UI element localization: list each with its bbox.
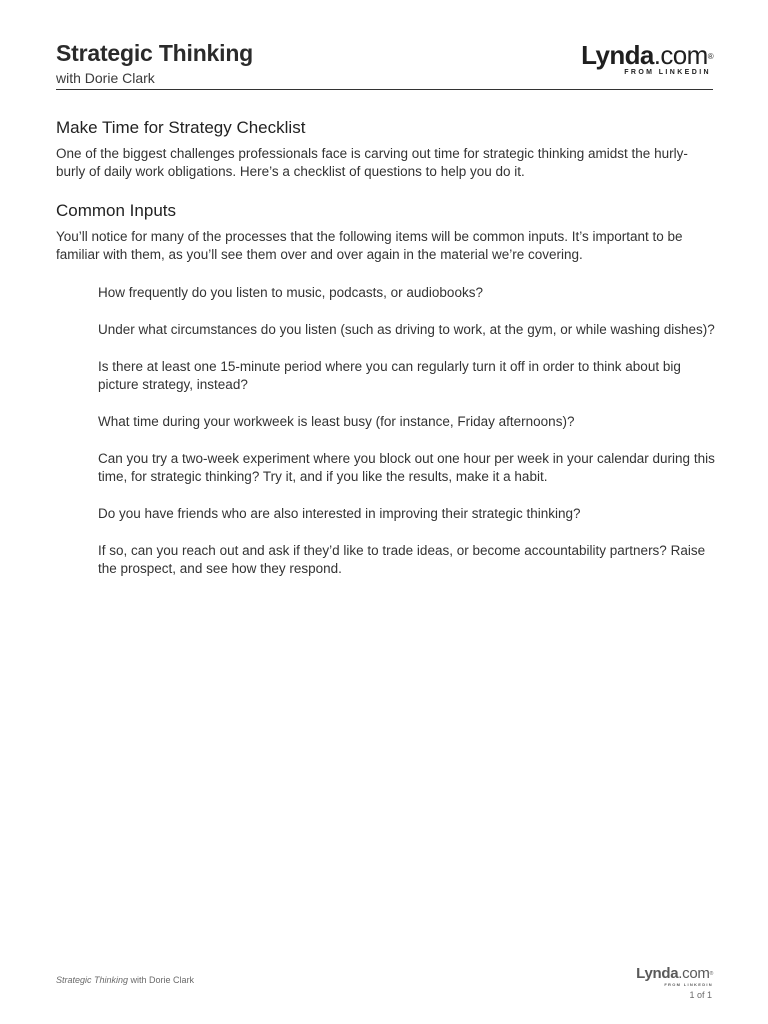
section-intro-common-inputs: You’ll notice for many of the processes that the following items will be common inputs. It’s important to be familiar with them, as you’ll see them over and over again in the material we’re covering. [56, 229, 683, 262]
footer-logo-word-bold: Lynda [636, 965, 679, 982]
logo-registered-mark: ® [707, 52, 713, 61]
lynda-logo [581, 41, 713, 76]
page-number: 1 of 1 [689, 990, 712, 1000]
footer-logo-registered-mark: ® [709, 971, 713, 977]
section-heading-common-inputs: Common Inputs [56, 201, 176, 220]
footer-logo-word-regular: .com [678, 965, 710, 982]
checklist-item: How frequently do you listen to music, podcasts, or audiobooks? [98, 285, 483, 300]
checklist-item: If so, can you reach out and ask if they’d like to trade ideas, or become accountability partners? Raise the prospect, and see how they respond. [98, 543, 706, 576]
page-header [56, 40, 713, 90]
footer-course-author: with Dorie Clark [128, 975, 195, 985]
logo-wordmark [581, 41, 713, 69]
logo-word-regular: .com [653, 40, 708, 70]
footer-logo-tagline: FROM LINKEDIN [664, 982, 713, 987]
document-title: Strategic Thinking [56, 40, 254, 66]
checklist-item: Under what circumstances do you listen (such as driving to work, at the gym, or while washing dishes)? [98, 322, 715, 337]
checklist-item: What time during your workweek is least busy (for instance, Friday afternoons)? [98, 414, 575, 429]
checklist-questions [56, 284, 718, 578]
footer-course-title: Strategic Thinking [56, 975, 129, 985]
footer-course-credit [56, 975, 194, 985]
footer-logo-wordmark [636, 966, 713, 982]
checklist-item: Can you try a two-week experiment where you block out one hour per week in your calendar during this time, for strategic thinking? Try it, and if you like the results, make it a habit. [98, 451, 715, 484]
footer-lynda-logo [636, 966, 713, 987]
section-intro-checklist: One of the biggest challenges professionals face is carving out time for strategic thinking amidst the hurly-burly of daily work obligations. Here’s a checklist of questions to help you do it. [56, 146, 688, 179]
checklist-item: Is there at least one 15-minute period where you can regularly turn it off in order to think about big picture strategy, instead? [98, 359, 681, 392]
document-body [56, 118, 716, 597]
logo-tagline: FROM LINKEDIN [624, 69, 711, 76]
document-subtitle: with Dorie Clark [56, 70, 155, 86]
logo-word-bold: Lynda [581, 40, 654, 70]
checklist-item: Do you have friends who are also interested in improving their strategic thinking? [98, 506, 581, 521]
section-heading-checklist: Make Time for Strategy Checklist [56, 118, 306, 137]
